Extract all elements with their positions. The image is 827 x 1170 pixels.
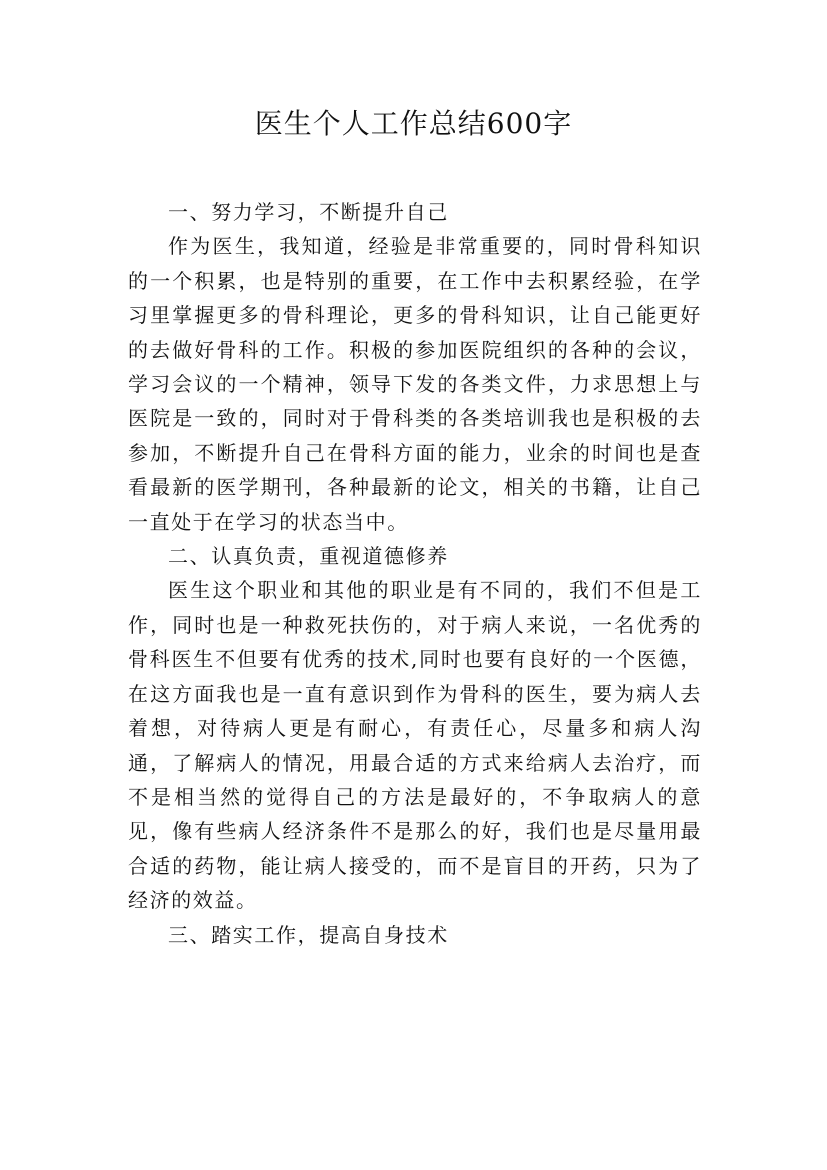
section-heading-2: 二、认真负责，重视道德修养 — [168, 544, 449, 569]
document-title: 医生个人工作总结600字 — [254, 107, 573, 140]
section-heading-1: 一、努力学习，不断提升自己 — [168, 200, 449, 224]
document-body — [128, 195, 702, 952]
paragraph-1: 作为医生，我知道，经验是非常重要的，同时骨科知识的一个积累，也是特别的重要，在工作中去积累经验，在学习里掌握更多的骨科理论，更多的骨科知识，让自己能更好的去做好骨科的工作。积极的参加医院组织的各种的会议，学习会议的一个精神，领导下发的各类文件，力求思想上与医院是一致的，同时对于骨科类的各类培训我也是积极的去参加，不断提升自己在骨科方面的能力，业余的时间也是查看最新的医学期刊，各种最新的论文，相关的书籍，让自己一直处于在学习的状态当中。 — [128, 234, 702, 534]
section-heading-3: 三、踏实工作，提高自身技术 — [168, 922, 449, 947]
paragraph-2: 医生这个职业和其他的职业是有不同的，我们不但是工作，同时也是一种救死扶伤的，对于病人来说，一名优秀的骨科医生不但要有优秀的技术,同时也要有良好的一个医德，在这方面我也是一直有意识到作为骨科的医生，要为病人去着想，对待病人更是有耐心，有责任心，尽量多和病人沟通，了解病人的情况，用最合适的方式来给病人去治疗，而不是相当然的觉得自己的方法是最好的，不争取病人的意见，像有些病人经济条件不是那么的好，我们也是尽量用最合适的药物，能让病人接受的，而不是盲目的开药，只为了经济的效益。 — [128, 578, 702, 913]
